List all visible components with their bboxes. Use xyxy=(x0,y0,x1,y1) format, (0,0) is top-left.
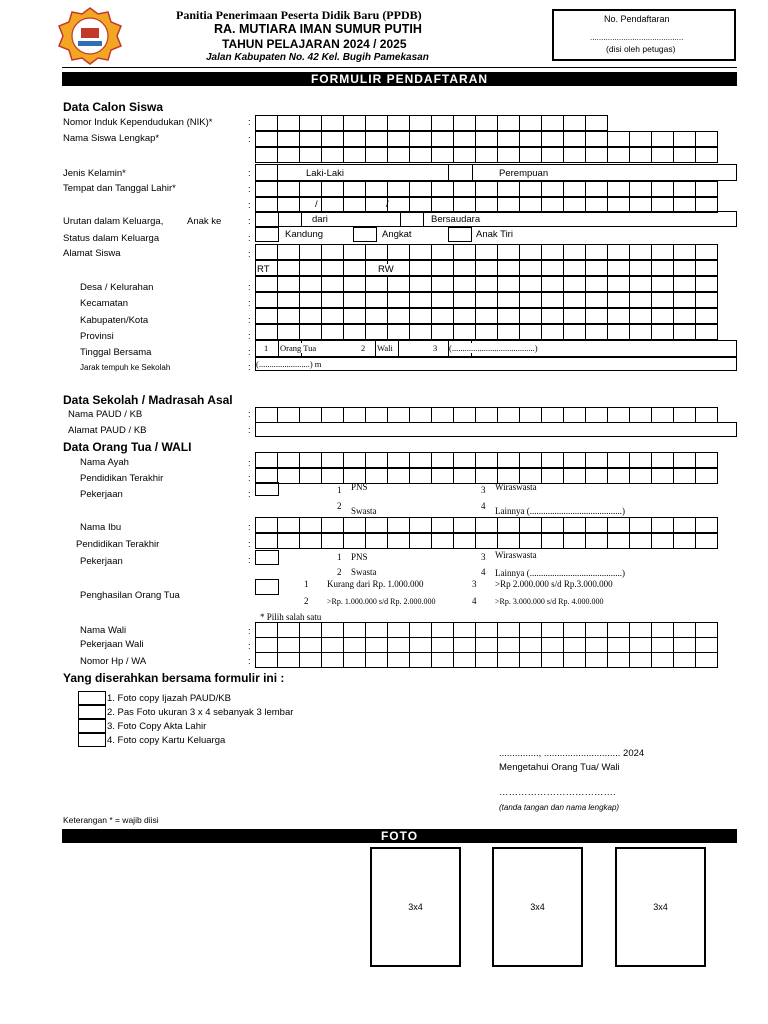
kandung-checkbox[interactable] xyxy=(255,227,279,242)
section-sekolah-asal: Data Sekolah / Madrasah Asal xyxy=(63,393,233,407)
foto-bar: FOTO xyxy=(62,829,737,843)
date-separator: / xyxy=(386,199,389,210)
pekerjaan-ayah-label: Pekerjaan xyxy=(80,489,123,500)
photo-box xyxy=(615,847,706,967)
sign-dots: ………………………………. xyxy=(499,787,616,798)
colon: : xyxy=(248,489,251,500)
lampiran-item: 1. Foto copy Ijazah PAUD/KB xyxy=(107,693,231,704)
alamat-grid-1[interactable] xyxy=(255,244,717,260)
anak-ke-input[interactable] xyxy=(278,211,302,227)
committee-title: Panitia Penerimaan Peserta Didik Baru (PPDB) xyxy=(176,8,422,22)
penghasilan-checkbox[interactable] xyxy=(255,579,279,595)
pendidikan-ibu-label: Pendidikan Terakhir xyxy=(76,539,160,550)
desa-label: Desa / Kelurahan xyxy=(80,282,154,293)
colon: : xyxy=(248,362,251,373)
job-option-3-number: 3 xyxy=(481,485,486,495)
lampiran-checkbox-3[interactable] xyxy=(78,719,106,733)
job-option-1-number: 1 xyxy=(337,485,342,495)
urutan-label: Urutan dalam Keluarga, xyxy=(63,216,164,227)
section-calon-siswa: Data Calon Siswa xyxy=(63,100,164,114)
dari-label: dari xyxy=(312,214,328,225)
jenis-kelamin-label: Jenis Kelamin* xyxy=(63,168,126,179)
nomor-hp-grid[interactable] xyxy=(255,652,717,668)
penghasilan-label: Penghasilan Orang Tua xyxy=(80,590,180,601)
income-option-2-label: >Rp. 1.000.000 s/d Rp. 2.000.000 xyxy=(327,597,436,606)
tempat-lahir-grid[interactable] xyxy=(255,181,717,197)
desa-grid-2[interactable] xyxy=(255,292,717,308)
colon: : xyxy=(248,282,251,293)
job-option-2-label: Swasta xyxy=(351,506,377,516)
colon: : xyxy=(248,522,251,533)
ibu-job-option-2-label: Swasta xyxy=(351,567,377,577)
sign-note: (tanda tangan dan nama lengkap) xyxy=(499,803,620,812)
colon: : xyxy=(248,555,251,566)
tinggal-option-3-number: 3 xyxy=(433,343,438,353)
pekerjaan-wali-grid[interactable] xyxy=(255,637,717,653)
income-option-4-label: >Rp. 3.000.000 s/d Rp. 4.000.000 xyxy=(495,597,604,606)
pekerjaan-ibu-checkbox[interactable] xyxy=(255,550,279,565)
nomor-hp-label: Nomor Hp / WA xyxy=(80,656,147,667)
colon: : xyxy=(248,184,251,195)
nik-label: Nomor Induk Kependudukan (NIK)* xyxy=(63,117,213,128)
ibu-job-option-1-number: 1 xyxy=(337,552,342,562)
sign-mengetahui: Mengetahui Orang Tua/ Wali xyxy=(499,762,620,773)
status-keluarga-label: Status dalam Keluarga xyxy=(63,233,160,244)
kandung-label: Kandung xyxy=(285,229,324,240)
kabupaten-label: Kabupaten/Kota xyxy=(80,315,149,326)
registration-number-dots: .......................................... xyxy=(590,33,684,42)
keterangan-note: Keterangan * = wajib diisi xyxy=(63,815,159,825)
alamat-paud-input[interactable] xyxy=(255,422,737,437)
ibu-job-option-2-number: 2 xyxy=(337,567,342,577)
angkat-label: Angkat xyxy=(382,229,412,240)
header-rule xyxy=(62,67,737,68)
school-name: RA. MUTIARA IMAN SUMUR PUTIH xyxy=(214,22,422,36)
income-option-3-label: >Rp 2.000.000 s/d Rp.3.000.000 xyxy=(495,579,613,589)
perempuan-label: Perempuan xyxy=(499,168,549,179)
jarak-value: (........................) m xyxy=(256,359,322,369)
colon: : xyxy=(248,656,251,667)
tinggal-option-1-label: Orang Tua xyxy=(280,343,317,353)
colon: : xyxy=(248,168,251,179)
nama-ibu-grid[interactable] xyxy=(255,517,717,533)
ibu-job-option-3-number: 3 xyxy=(481,552,486,562)
ttl-label: Tempat dan Tanggal Lahir* xyxy=(63,183,176,194)
nama-siswa-label: Nama Siswa Lengkap* xyxy=(63,133,160,144)
anak-tiri-label: Anak Tiri xyxy=(476,229,513,240)
photo-box xyxy=(492,847,583,967)
job-option-3-label: Wiraswasta xyxy=(495,482,537,492)
colon: : xyxy=(248,425,251,436)
date-separator: / xyxy=(315,199,318,210)
nama-paud-label: Nama PAUD / KB xyxy=(68,409,143,420)
colon: : xyxy=(248,298,251,309)
nama-siswa-grid-1[interactable] xyxy=(255,131,717,147)
angkat-checkbox[interactable] xyxy=(353,227,377,242)
jumlah-saudara-input[interactable] xyxy=(400,211,424,227)
academic-year: TAHUN PELAJARAN 2024 / 2025 xyxy=(222,37,407,51)
provinsi-grid[interactable] xyxy=(255,324,717,340)
rt-label: RT xyxy=(257,264,270,275)
nama-ibu-label: Nama Ibu xyxy=(80,522,122,533)
section-lampiran: Yang diserahkan bersama formulir ini : xyxy=(63,671,285,685)
alamat-label: Alamat Siswa xyxy=(63,248,121,259)
income-option-1-number: 1 xyxy=(304,579,309,589)
colon: : xyxy=(248,641,251,652)
photo-label: 3x4 xyxy=(408,902,423,912)
jarak-label: Jarak tempuh ke Sekolah xyxy=(80,363,171,372)
ibu-job-option-4-label: Lainnya (.........................................) xyxy=(495,568,625,578)
nama-siswa-grid-2[interactable] xyxy=(255,147,717,163)
registration-number-title: No. Pendaftaran xyxy=(604,14,670,24)
colon: : xyxy=(248,458,251,469)
colon: : xyxy=(248,216,251,227)
tinggal-option-1-number: 1 xyxy=(264,343,269,353)
job-option-1-label: PNS xyxy=(351,482,368,492)
colon: : xyxy=(248,134,251,145)
ibu-job-option-4-number: 4 xyxy=(481,567,486,577)
income-option-3-number: 3 xyxy=(472,579,477,589)
desa-grid[interactable] xyxy=(255,276,717,292)
colon: : xyxy=(248,315,251,326)
school-address: Jalan Kabupaten No. 42 Kel. Bugih Pamekasan xyxy=(206,52,429,63)
jarak-field[interactable] xyxy=(255,357,737,371)
nama-ayah-label: Nama Ayah xyxy=(80,457,129,468)
photo-label: 3x4 xyxy=(653,902,668,912)
nik-input-grid[interactable] xyxy=(255,115,607,131)
alamat-paud-label: Alamat PAUD / KB xyxy=(68,425,147,436)
anak-tiri-checkbox[interactable] xyxy=(448,227,472,242)
job-option-4-label: Lainnya (.........................................) xyxy=(495,506,625,516)
nama-wali-grid[interactable] xyxy=(255,622,717,638)
colon: : xyxy=(248,409,251,420)
pilih-salah-satu-note: * Pilih salah satu xyxy=(260,612,322,622)
income-option-1-label: Kurang dari Rp. 1.000.000 xyxy=(327,579,424,589)
photo-label: 3x4 xyxy=(530,902,545,912)
income-option-2-number: 2 xyxy=(304,596,309,606)
registration-number-box[interactable] xyxy=(552,9,736,61)
tinggal-option-2-label: Wali xyxy=(377,343,393,353)
pendidikan-ayah-label: Pendidikan Terakhir xyxy=(80,473,164,484)
pendidikan-ayah-grid[interactable] xyxy=(255,468,717,484)
lampiran-checkbox-1[interactable] xyxy=(78,691,106,705)
photo-box xyxy=(370,847,461,967)
bersaudara-label: Bersaudara xyxy=(431,214,481,225)
nama-paud-grid[interactable] xyxy=(255,407,717,423)
colon: : xyxy=(248,117,251,128)
colon: : xyxy=(248,233,251,244)
lampiran-item: 3. Foto Copy Akta Lahir xyxy=(107,721,207,732)
pekerjaan-wali-label: Pekerjaan Wali xyxy=(80,639,144,650)
provinsi-label: Provinsi xyxy=(80,331,114,342)
tinggal-option-3-label: (.......................................) xyxy=(449,343,538,353)
form-title-bar: FORMULIR PENDAFTARAN xyxy=(62,72,737,86)
colon: : xyxy=(248,331,251,342)
registration-number-note: (disi oleh petugas) xyxy=(606,44,676,54)
ibu-job-option-1-label: PNS xyxy=(351,552,368,562)
tinggal-bersama-label: Tinggal Bersama xyxy=(80,347,152,358)
laki-laki-checkbox[interactable] xyxy=(255,164,278,181)
tinggal-option-2-number: 2 xyxy=(361,343,366,353)
sign-date: ..............., ............................. 2024 xyxy=(499,748,645,759)
lampiran-checkbox-4[interactable] xyxy=(78,733,106,747)
kabupaten-grid[interactable] xyxy=(255,308,717,324)
ibu-job-option-3-label: Wiraswasta xyxy=(495,550,537,560)
anak-ke-label: Anak ke xyxy=(187,216,222,227)
pekerjaan-ibu-label: Pekerjaan xyxy=(80,556,123,567)
kecamatan-label: Kecamatan xyxy=(80,298,129,309)
pekerjaan-ayah-checkbox[interactable] xyxy=(255,482,279,496)
perempuan-checkbox[interactable] xyxy=(448,164,473,181)
lampiran-checkbox-2[interactable] xyxy=(78,705,106,719)
section-orang-tua: Data Orang Tua / WALI xyxy=(63,440,192,454)
colon: : xyxy=(248,347,251,358)
colon: : xyxy=(248,539,251,550)
laki-laki-label: Laki-Laki xyxy=(306,168,345,179)
nama-ayah-grid[interactable] xyxy=(255,452,717,468)
colon: : xyxy=(248,249,251,260)
colon: : xyxy=(248,200,251,211)
lampiran-item: 2. Pas Foto ukuran 3 x 4 sebanyak 3 lembar xyxy=(107,707,294,718)
job-option-2-number: 2 xyxy=(337,501,342,511)
pendidikan-ibu-grid[interactable] xyxy=(255,533,717,549)
job-option-4-number: 4 xyxy=(481,501,486,511)
school-logo xyxy=(54,6,126,66)
nama-wali-label: Nama Wali xyxy=(80,625,127,636)
colon: : xyxy=(248,626,251,637)
rw-label: RW xyxy=(378,264,394,275)
lampiran-item: 4. Foto copy Kartu Keluarga xyxy=(107,735,226,746)
income-option-4-number: 4 xyxy=(472,596,477,606)
alamat-grid-2[interactable] xyxy=(255,260,717,276)
colon: : xyxy=(248,473,251,484)
